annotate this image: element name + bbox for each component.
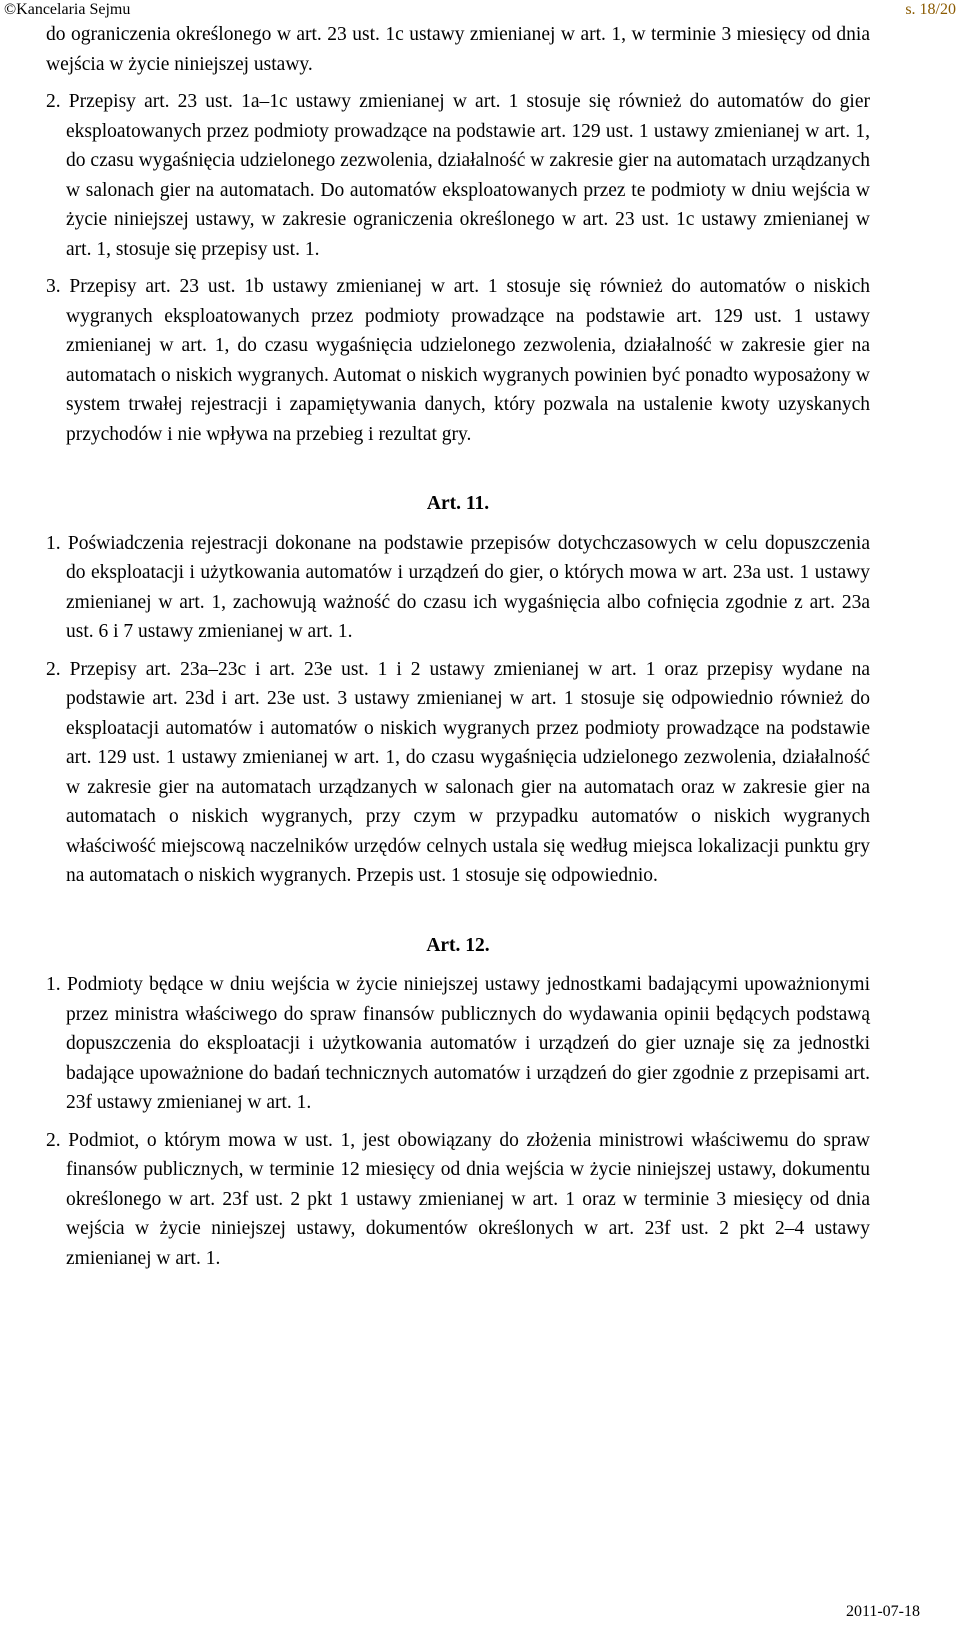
- paragraph-art10-ust3: 3. Przepisy art. 23 ust. 1b ustawy zmienianej w art. 1 stosuje się również do automatów o niskich wygranych eksploatowanych przez podmioty prowadzące na podstawie art. 129 ust. 1 ustawy zmienianej w art. 1, do czasu wygaśnięcia udzielonego zezwolenia, działalność w zakresie gier na automatach o niskich wygranych. Automat o niskich wygranych powinien być ponadto wyposażony w system trwałej rejestracji i zapamiętywania danych, który pozwala na ustalenie kwoty uzyskanych przychodów i nie wpływa na przebieg i rezultat gry.: [46, 276, 870, 445]
- page-footer-date: 2011-07-18: [845, 1603, 920, 1620]
- page-header: [0, 0, 960, 22]
- paragraph-art10-ust2: 2. Przepisy art. 23 ust. 1a–1c ustawy zmienianej w art. 1 stosuje się również do automatów do gier eksploatowanych przez podmioty prowadzące na podstawie art. 129 ust. 1 ustawy zmienianej w art. 1, do czasu wygaśnięcia udzielonego zezwolenia, działalność w zakresie gier na automatach urządzanych w salonach gier na automatach. Do automatów eksploatowanych przez te podmioty w dniu wejścia w życie niniejszej ustawy, w zakresie ograniczenia określonego w art. 23 ust. 1c ustawy zmienianej w art. 1, stosuje się przepisy ust. 1.: [46, 91, 870, 260]
- paragraph-art12-ust1: 1. Podmioty będące w dniu wejścia w życie niniejszej ustawy jednostkami badającymi upoważnionymi przez ministra właściwego do spraw finansów publicznych do wydawania opinii będących podstawą dopuszczenia do eksploatacji i użytkowania automatów i urządzeń do gier uznaje się za jednostki badające upoważnione do badań technicznych automatów i urządzeń do gier zgodnie z przepisami art. 23f ustawy zmienianej w art. 1.: [46, 974, 870, 1113]
- paragraph-continued: do ograniczenia określonego w art. 23 ust. 1c ustawy zmienianej w art. 1, w terminie 3 miesięcy od dnia wejścia w życie niniejszej ustawy.: [46, 24, 870, 75]
- paragraph-art11-ust1: 1. Poświadczenia rejestracji dokonane na podstawie przepisów dotychczasowych w celu dopuszczenia do eksploatacji i użytkowania automatów i urządzeń do gier, o których mowa w art. 23a ust. 1 ustawy zmienianej w art. 1, zachowują ważność do czasu ich wygaśnięcia albo cofnięcia zgodnie z art. 23a ust. 6 i 7 ustawy zmienianej w art. 1.: [46, 532, 870, 642]
- paragraph-art11-ust2: 2. Przepisy art. 23a–23c i art. 23e ust. 1 i 2 ustawy zmienianej w art. 1 oraz przepisy wydane na podstawie art. 23d i art. 23e ust. 3 ustawy zmienianej w art. 1 stosuje się odpowiednio również do eksploatacji automatów i automatów o niskich wygranych przez podmioty prowadzące na podstawie art. 129 ust. 1 ustawy zmienianej w art. 1, do czasu wygaśnięcia udzielonego zezwolenia, działalność w zakresie gier na automatach urządzanych w salonach gier na automatach oraz w zakresie gier na automatach o niskich wygranych, przy czym w przypadku automatów o niskich wygranych właściwość miejscową naczelników urzędów celnych ustala się według miejsca lokalizacji punktu gry na automatach o niskich wygranych. Przepis ust. 1 stosuje się odpowiednio.: [46, 658, 870, 886]
- paragraph-art12-ust2: 2. Podmiot, o którym mowa w ust. 1, jest obowiązany do złożenia ministrowi właściwemu do spraw finansów publicznych, w terminie 12 miesięcy od dnia wejścia w życie niniejszej ustawy, dokumentu określonego w art. 23f ust. 2 pkt 1 ustawy zmienianej w art. 1 oraz w terminie 3 miesięcy od dnia wejścia w życie niniejszej ustawy, dokumentów określonych w art. 23f ust. 2 pkt 2–4 ustawy zmienianej w art. 1.: [46, 1129, 870, 1269]
- article-heading-12: Art. 12.: [426, 934, 490, 956]
- article-heading-11: Art. 11.: [426, 493, 490, 514]
- publisher-label: ©Kancelaria Sejmu: [4, 1, 131, 18]
- page-number: s. 18/20: [905, 1, 956, 18]
- document-body: [46, 20, 870, 1273]
